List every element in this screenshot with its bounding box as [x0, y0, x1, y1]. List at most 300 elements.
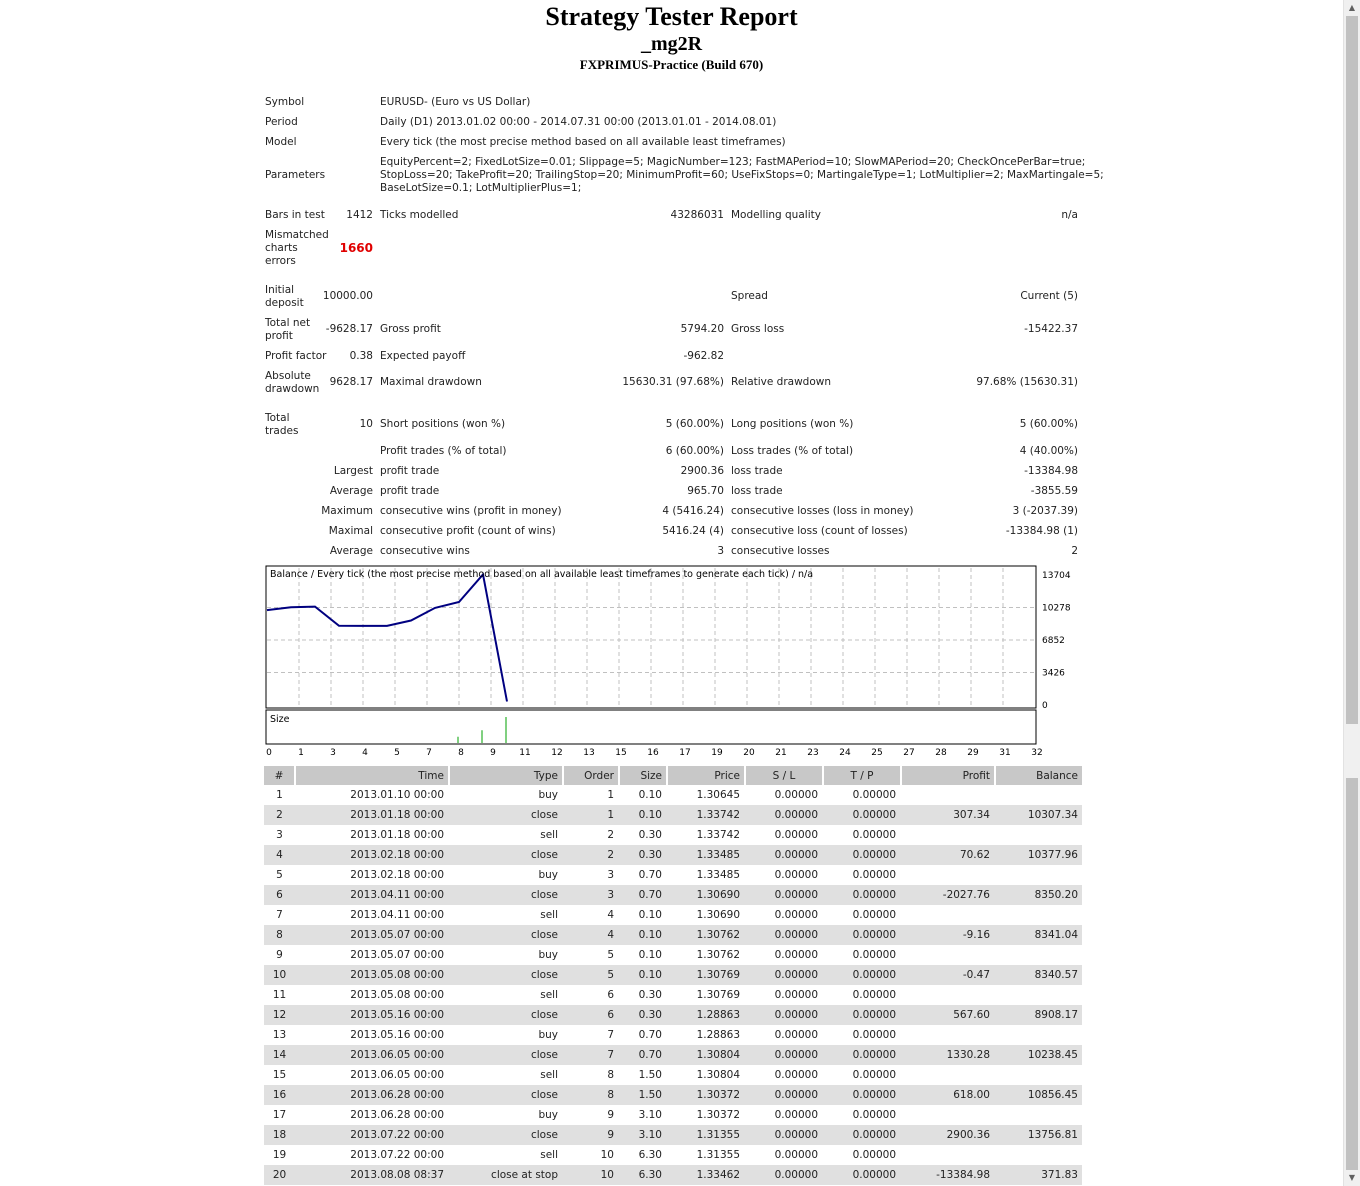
table-cell: sell: [540, 989, 558, 1001]
x-tick-label: 23: [807, 748, 819, 758]
avg-cw-label: consecutive wins: [380, 545, 470, 557]
table-cell: 0.00000: [774, 989, 818, 1001]
symbol-label: Symbol: [265, 96, 305, 108]
table-cell: 0.00000: [852, 949, 896, 961]
column-header: T / P: [823, 766, 901, 785]
table-cell: 2: [264, 805, 295, 825]
table-cell: 1.50: [619, 1085, 667, 1105]
table-row: [264, 1125, 1082, 1145]
largest-pt-value: 2900.36: [680, 465, 724, 477]
ltrades-label: Loss trades (% of total): [731, 445, 854, 457]
table-cell: 1.30690: [667, 885, 745, 905]
average-pt-label: profit trade: [380, 485, 440, 497]
bars-value: 1412: [346, 209, 373, 221]
table-cell: 1.33462: [667, 1165, 745, 1185]
quality-value: n/a: [1061, 209, 1078, 221]
table-cell: 0.00000: [852, 909, 896, 921]
x-tick-label: 8: [458, 748, 464, 758]
x-tick-label: 21: [775, 748, 787, 758]
size-label: Size: [270, 714, 290, 725]
table-cell: [995, 1025, 1082, 1045]
trades-value: 10: [359, 418, 373, 430]
table-cell: 2013.07.22 00:00: [350, 1149, 444, 1161]
largest-lt-value: -13384.98: [1024, 465, 1078, 477]
table-cell: 18: [264, 1125, 295, 1145]
y-tick-label: 6852: [1042, 636, 1065, 646]
table-cell: 2013.06.28 00:00: [295, 1085, 449, 1105]
table-cell: [901, 1025, 995, 1045]
table-cell: 0.70: [638, 1029, 662, 1041]
table-cell: 2013.05.16 00:00: [295, 1005, 449, 1025]
x-tick-label: 12: [551, 748, 563, 758]
table-cell: 0.00000: [774, 1149, 818, 1161]
parameters-label: Parameters: [265, 169, 326, 181]
table-cell: 1.30769: [696, 989, 740, 1001]
table-cell: 0.00000: [774, 789, 818, 801]
table-cell: 0.30: [619, 845, 667, 865]
table-cell: 2013.05.07 00:00: [295, 925, 449, 945]
ticks-label: Ticks modelled: [380, 209, 459, 221]
table-cell: 0.10: [619, 925, 667, 945]
table-cell: 307.34: [901, 805, 995, 825]
table-cell: [995, 1145, 1082, 1165]
table-cell: 10856.45: [995, 1085, 1082, 1105]
maximal-label: Maximal: [328, 525, 373, 537]
table-cell: 1.28863: [667, 1005, 745, 1025]
table-cell: 0.00000: [823, 925, 901, 945]
table-cell: 3.10: [638, 1109, 662, 1121]
x-tick-label: 19: [711, 748, 723, 758]
table-cell: 0.00000: [823, 1165, 901, 1185]
table-cell: 0.00000: [745, 1085, 823, 1105]
table-cell: close: [449, 925, 563, 945]
table-cell: 5: [607, 949, 614, 961]
table-cell: 70.62: [901, 845, 995, 865]
table-row: [264, 1045, 1082, 1065]
table-cell: 1.31355: [696, 1149, 740, 1161]
x-tick-label: 0: [266, 748, 272, 758]
table-cell: 0.00000: [774, 949, 818, 961]
table-cell: 6.30: [619, 1165, 667, 1185]
table-cell: 0.30: [619, 1005, 667, 1025]
column-header: Balance: [995, 766, 1082, 785]
avg-cw-value: 3: [717, 545, 724, 557]
table-cell: 567.60: [901, 1005, 995, 1025]
table-cell: buy: [538, 869, 558, 881]
y-tick-label: 13704: [1042, 571, 1071, 581]
table-cell: close: [449, 1085, 563, 1105]
x-tick-label: 32: [1031, 748, 1043, 758]
table-cell: 0.00000: [852, 989, 896, 1001]
size-panel: [266, 710, 1036, 744]
table-cell: 10238.45: [995, 1045, 1082, 1065]
table-cell: sell: [540, 829, 558, 841]
ltrades-value: 4 (40.00%): [1019, 445, 1078, 457]
x-tick-label: 9: [490, 748, 496, 758]
table-cell: 2013.01.10 00:00: [350, 789, 444, 801]
table-cell: 2900.36: [901, 1125, 995, 1145]
x-tick-label: 31: [999, 748, 1011, 758]
table-cell: 13756.81: [995, 1125, 1082, 1145]
x-tick-label: 1: [298, 748, 304, 758]
mal-cl-value: -13384.98 (1): [1005, 525, 1078, 537]
absdd-label-1: Absolute: [265, 370, 311, 382]
balance-chart: [262, 563, 1082, 761]
table-cell: 5: [563, 965, 619, 985]
table-row: [264, 845, 1082, 865]
table-cell: [901, 785, 995, 805]
table-row: [264, 905, 1082, 925]
table-cell: 11: [272, 989, 287, 1001]
table-cell: 2013.06.05 00:00: [295, 1045, 449, 1065]
scroll-thumb-lower[interactable]: [1346, 778, 1358, 1170]
table-cell: 1.33742: [667, 805, 745, 825]
table-cell: 4: [607, 909, 614, 921]
table-cell: [995, 945, 1082, 965]
table-cell: [901, 1145, 995, 1165]
table-cell: 8341.04: [995, 925, 1082, 945]
max-cw-label: consecutive wins (profit in money): [380, 505, 562, 517]
table-cell: 4: [264, 845, 295, 865]
max-cw-value: 4 (5416.24): [662, 505, 724, 517]
maxdd-value: 15630.31 (97.68%): [622, 376, 724, 388]
maxdd-label: Maximal drawdown: [380, 376, 482, 388]
table-cell: [901, 1105, 995, 1125]
table-cell: [995, 905, 1082, 925]
x-tick-label: 20: [743, 748, 755, 758]
table-cell: 0.00000: [774, 1029, 818, 1041]
table-cell: 2013.06.05 00:00: [350, 1069, 444, 1081]
table-cell: 10: [264, 965, 295, 985]
table-cell: 0.00000: [823, 965, 901, 985]
column-header: Type: [449, 766, 563, 785]
orders-table: [263, 766, 1082, 1185]
expert-name: _mg2R: [640, 33, 703, 55]
table-cell: 4: [563, 925, 619, 945]
table-cell: sell: [540, 1069, 558, 1081]
x-tick-label: 28: [935, 748, 947, 758]
table-cell: 1.33485: [667, 845, 745, 865]
table-cell: 0.30: [638, 989, 662, 1001]
table-row: [264, 865, 1082, 885]
maximum-label: Maximum: [321, 505, 373, 517]
x-tick-label: 25: [871, 748, 883, 758]
ptrades-value: 6 (60.00%): [665, 445, 724, 457]
largest-label: Largest: [333, 465, 373, 477]
y-tick-label: 0: [1042, 701, 1048, 711]
max-cl-label: consecutive losses (loss in money): [731, 505, 914, 517]
scroll-thumb-upper[interactable]: [1346, 16, 1358, 724]
table-cell: sell: [540, 909, 558, 921]
column-header: #: [264, 766, 295, 785]
table-cell: 9: [276, 949, 283, 961]
balance-panel: [266, 566, 1036, 708]
column-header: Time: [295, 766, 449, 785]
table-cell: 8350.20: [995, 885, 1082, 905]
table-row: [264, 785, 1082, 805]
table-cell: 1.30762: [696, 949, 740, 961]
table-cell: -2027.76: [901, 885, 995, 905]
table-cell: 0.00000: [823, 1085, 901, 1105]
table-cell: 1.30769: [667, 965, 745, 985]
table-cell: 10: [600, 1149, 614, 1161]
table-cell: 1: [607, 789, 614, 801]
average-lt-value: -3855.59: [1030, 485, 1078, 497]
deposit-label-2: deposit: [265, 297, 304, 309]
table-cell: 16: [264, 1085, 295, 1105]
table-cell: -0.47: [901, 965, 995, 985]
table-cell: 0.00000: [745, 805, 823, 825]
table-cell: 1.30804: [696, 1069, 740, 1081]
mal-cp-value: 5416.24 (4): [662, 525, 724, 537]
table-cell: 2013.04.11 00:00: [350, 909, 444, 921]
table-cell: 618.00: [901, 1085, 995, 1105]
table-cell: close: [449, 845, 563, 865]
table-cell: 0.00000: [745, 1165, 823, 1185]
table-cell: 1.30804: [667, 1045, 745, 1065]
net-value: -9628.17: [325, 323, 373, 335]
pf-value: 0.38: [349, 350, 373, 362]
long-value: 5 (60.00%): [1019, 418, 1078, 430]
table-cell: [901, 865, 995, 885]
short-value: 5 (60.00%): [665, 418, 724, 430]
table-cell: 6: [563, 1005, 619, 1025]
payoff-label: Expected payoff: [380, 350, 466, 362]
table-cell: 1.33485: [696, 869, 740, 881]
table-cell: [995, 825, 1082, 845]
table-cell: 1: [563, 805, 619, 825]
mal-cp-label: consecutive profit (count of wins): [380, 525, 556, 537]
scroll-up-arrow-icon[interactable]: ▲: [1348, 3, 1356, 12]
table-cell: 0.70: [619, 885, 667, 905]
table-cell: [995, 865, 1082, 885]
table-cell: close: [449, 805, 563, 825]
table-row: [264, 965, 1082, 985]
table-cell: 0.00000: [823, 885, 901, 905]
column-header: Order: [563, 766, 619, 785]
largest-lt-label: loss trade: [731, 465, 783, 477]
table-cell: 0.00000: [745, 925, 823, 945]
mismatch-label-1: Mismatched: [265, 229, 329, 241]
table-cell: 2013.05.08 00:00: [350, 989, 444, 1001]
table-cell: [995, 1065, 1082, 1085]
table-cell: [995, 985, 1082, 1005]
table-cell: 6: [607, 989, 614, 1001]
gross-profit-label: Gross profit: [380, 323, 441, 335]
table-cell: 3: [276, 829, 283, 841]
table-cell: [995, 1105, 1082, 1125]
table-cell: 0.00000: [852, 1149, 896, 1161]
average2-label: Average: [329, 545, 373, 557]
table-cell: 20: [264, 1165, 295, 1185]
table-cell: 6: [264, 885, 295, 905]
table-cell: 17: [272, 1109, 287, 1121]
table-cell: 0.00000: [774, 1069, 818, 1081]
x-tick-label: 15: [615, 748, 627, 758]
table-cell: 0.00000: [774, 829, 818, 841]
table-cell: 0.30: [638, 829, 662, 841]
table-row: [264, 885, 1082, 905]
table-row: [264, 805, 1082, 825]
report-title: Strategy Tester Report: [545, 2, 798, 31]
avg-cl-value: 2: [1071, 545, 1078, 557]
table-cell: 7: [563, 1045, 619, 1065]
table-cell: -13384.98: [901, 1165, 995, 1185]
table-row: [264, 1065, 1082, 1085]
table-cell: 0.00000: [774, 909, 818, 921]
table-cell: 2013.08.08 08:37: [295, 1165, 449, 1185]
table-cell: close: [449, 885, 563, 905]
table-cell: 0.00000: [852, 869, 896, 881]
mismatch-label-3: errors: [265, 255, 296, 267]
table-row: [264, 945, 1082, 965]
column-header: Size: [619, 766, 667, 785]
vertical-scrollbar[interactable]: [1343, 0, 1360, 1186]
table-cell: 0.70: [619, 1045, 667, 1065]
table-cell: 8340.57: [995, 965, 1082, 985]
symbol-value: EURUSD- (Euro vs US Dollar): [380, 96, 531, 108]
average-pt-value: 965.70: [687, 485, 724, 497]
table-row: [264, 1165, 1082, 1185]
spread-value: Current (5): [1020, 290, 1078, 302]
table-cell: 2013.02.18 00:00: [295, 845, 449, 865]
table-cell: 0.00000: [745, 1045, 823, 1065]
table-cell: 1.50: [638, 1069, 662, 1081]
table-cell: 371.83: [995, 1165, 1082, 1185]
table-row: [264, 925, 1082, 945]
column-header: S / L: [745, 766, 823, 785]
deposit-value: 10000.00: [322, 290, 373, 302]
mismatch-label-2: charts: [265, 242, 298, 254]
table-cell: 2: [563, 845, 619, 865]
short-label: Short positions (won %): [380, 418, 506, 430]
table-cell: 0.00000: [852, 1029, 896, 1041]
table-row: [264, 1025, 1082, 1045]
table-cell: 0.10: [638, 949, 662, 961]
table-row: [264, 1105, 1082, 1125]
parameters-line-2: StopLoss=20; TakeProfit=20; TrailingStop=20; MinimumProfit=60; UseFixStops=0; MartingaleType=1; LotMultiplier=2; MaxMartingale=5;: [380, 169, 1104, 181]
largest-pt-label: profit trade: [380, 465, 440, 477]
table-cell: 14: [264, 1045, 295, 1065]
table-row: [264, 1005, 1082, 1025]
table-row: [264, 825, 1082, 845]
table-cell: 5: [276, 869, 283, 881]
table-cell: 1.31355: [667, 1125, 745, 1145]
table-cell: [901, 1065, 995, 1085]
x-tick-label: 7: [426, 748, 432, 758]
table-cell: sell: [540, 1149, 558, 1161]
max-cl-value: 3 (-2037.39): [1012, 505, 1078, 517]
trades-label-1: Total: [265, 412, 290, 424]
table-cell: 1.30690: [696, 909, 740, 921]
table-cell: 10: [563, 1165, 619, 1185]
table-cell: buy: [538, 1029, 558, 1041]
x-tick-label: 11: [519, 748, 531, 758]
absdd-value: 9628.17: [329, 376, 373, 388]
table-cell: 0.00000: [745, 1125, 823, 1145]
table-cell: 2013.07.22 00:00: [295, 1125, 449, 1145]
y-tick-label: 3426: [1042, 668, 1065, 679]
table-cell: 1.30372: [667, 1085, 745, 1105]
mismatch-value: 1660: [339, 241, 373, 255]
x-tick-label: 27: [903, 748, 915, 758]
table-cell: 1.30372: [696, 1109, 740, 1121]
long-label: Long positions (won %): [731, 418, 854, 430]
x-tick-label: 5: [394, 748, 400, 758]
gross-loss-label: Gross loss: [731, 323, 785, 335]
gross-loss-value: -15422.37: [1024, 323, 1078, 335]
parameters-line-1: EquityPercent=2; FixedLotSize=0.01; Slippage=5; MagicNumber=123; FastMAPeriod=10; SlowMAPeriod=20; CheckOncePerBar=true;: [380, 156, 1086, 168]
table-cell: [901, 905, 995, 925]
table-cell: 8: [264, 925, 295, 945]
y-tick-label: 10278: [1042, 603, 1071, 614]
x-tick-label: 3: [330, 748, 336, 758]
table-cell: close: [449, 1125, 563, 1145]
table-cell: 15: [272, 1069, 287, 1081]
scroll-down-arrow-icon[interactable]: ▼: [1348, 1173, 1356, 1182]
table-cell: 2013.02.18 00:00: [350, 869, 444, 881]
absdd-label-2: drawdown: [265, 383, 320, 395]
table-cell: close at stop: [449, 1165, 563, 1185]
period-value: Daily (D1) 2013.01.02 00:00 - 2014.07.31 00:00 (2013.01.01 - 2014.08.01): [380, 116, 777, 128]
table-row: [264, 985, 1082, 1005]
table-cell: 10307.34: [995, 805, 1082, 825]
table-cell: 2013.05.07 00:00: [350, 949, 444, 961]
pf-label: Profit factor: [265, 350, 327, 362]
bars-label: Bars in test: [265, 209, 325, 221]
x-tick-label: 29: [967, 748, 979, 758]
table-cell: [901, 825, 995, 845]
table-cell: 0.00000: [774, 1109, 818, 1121]
table-cell: close: [449, 1045, 563, 1065]
table-cell: 3: [563, 885, 619, 905]
table-cell: 1.28863: [696, 1029, 740, 1041]
table-cell: 12: [264, 1005, 295, 1025]
net-label-2: profit: [265, 330, 293, 342]
table-cell: 1.30762: [667, 925, 745, 945]
table-cell: 2013.01.18 00:00: [350, 829, 444, 841]
model-label: Model: [265, 136, 297, 148]
ticks-value: 43286031: [670, 209, 724, 221]
table-cell: 0.10: [638, 909, 662, 921]
table-cell: [995, 785, 1082, 805]
table-cell: 2013.01.18 00:00: [295, 805, 449, 825]
table-cell: 0.10: [638, 789, 662, 801]
ptrades-label: Profit trades (% of total): [380, 445, 507, 457]
x-tick-label: 4: [362, 748, 368, 758]
table-cell: buy: [538, 1109, 558, 1121]
table-cell: 0.70: [638, 869, 662, 881]
table-cell: 7: [607, 1029, 614, 1041]
table-cell: close: [449, 1005, 563, 1025]
x-tick-label: 16: [647, 748, 659, 758]
table-cell: close: [449, 965, 563, 985]
table-cell: 0.00000: [852, 1109, 896, 1121]
table-cell: 0.00000: [774, 869, 818, 881]
x-tick-label: 13: [583, 748, 595, 758]
table-cell: 13: [272, 1029, 287, 1041]
table-cell: 8: [607, 1069, 614, 1081]
table-cell: 3.10: [619, 1125, 667, 1145]
table-cell: 0.00000: [852, 1069, 896, 1081]
reldd-label: Relative drawdown: [731, 376, 832, 388]
table-cell: 0.00000: [823, 1045, 901, 1065]
table-cell: 6.30: [638, 1149, 662, 1161]
table-cell: 0.00000: [823, 805, 901, 825]
spread-label: Spread: [731, 290, 768, 302]
table-cell: 0.00000: [823, 1005, 901, 1025]
table-cell: 0.00000: [823, 845, 901, 865]
